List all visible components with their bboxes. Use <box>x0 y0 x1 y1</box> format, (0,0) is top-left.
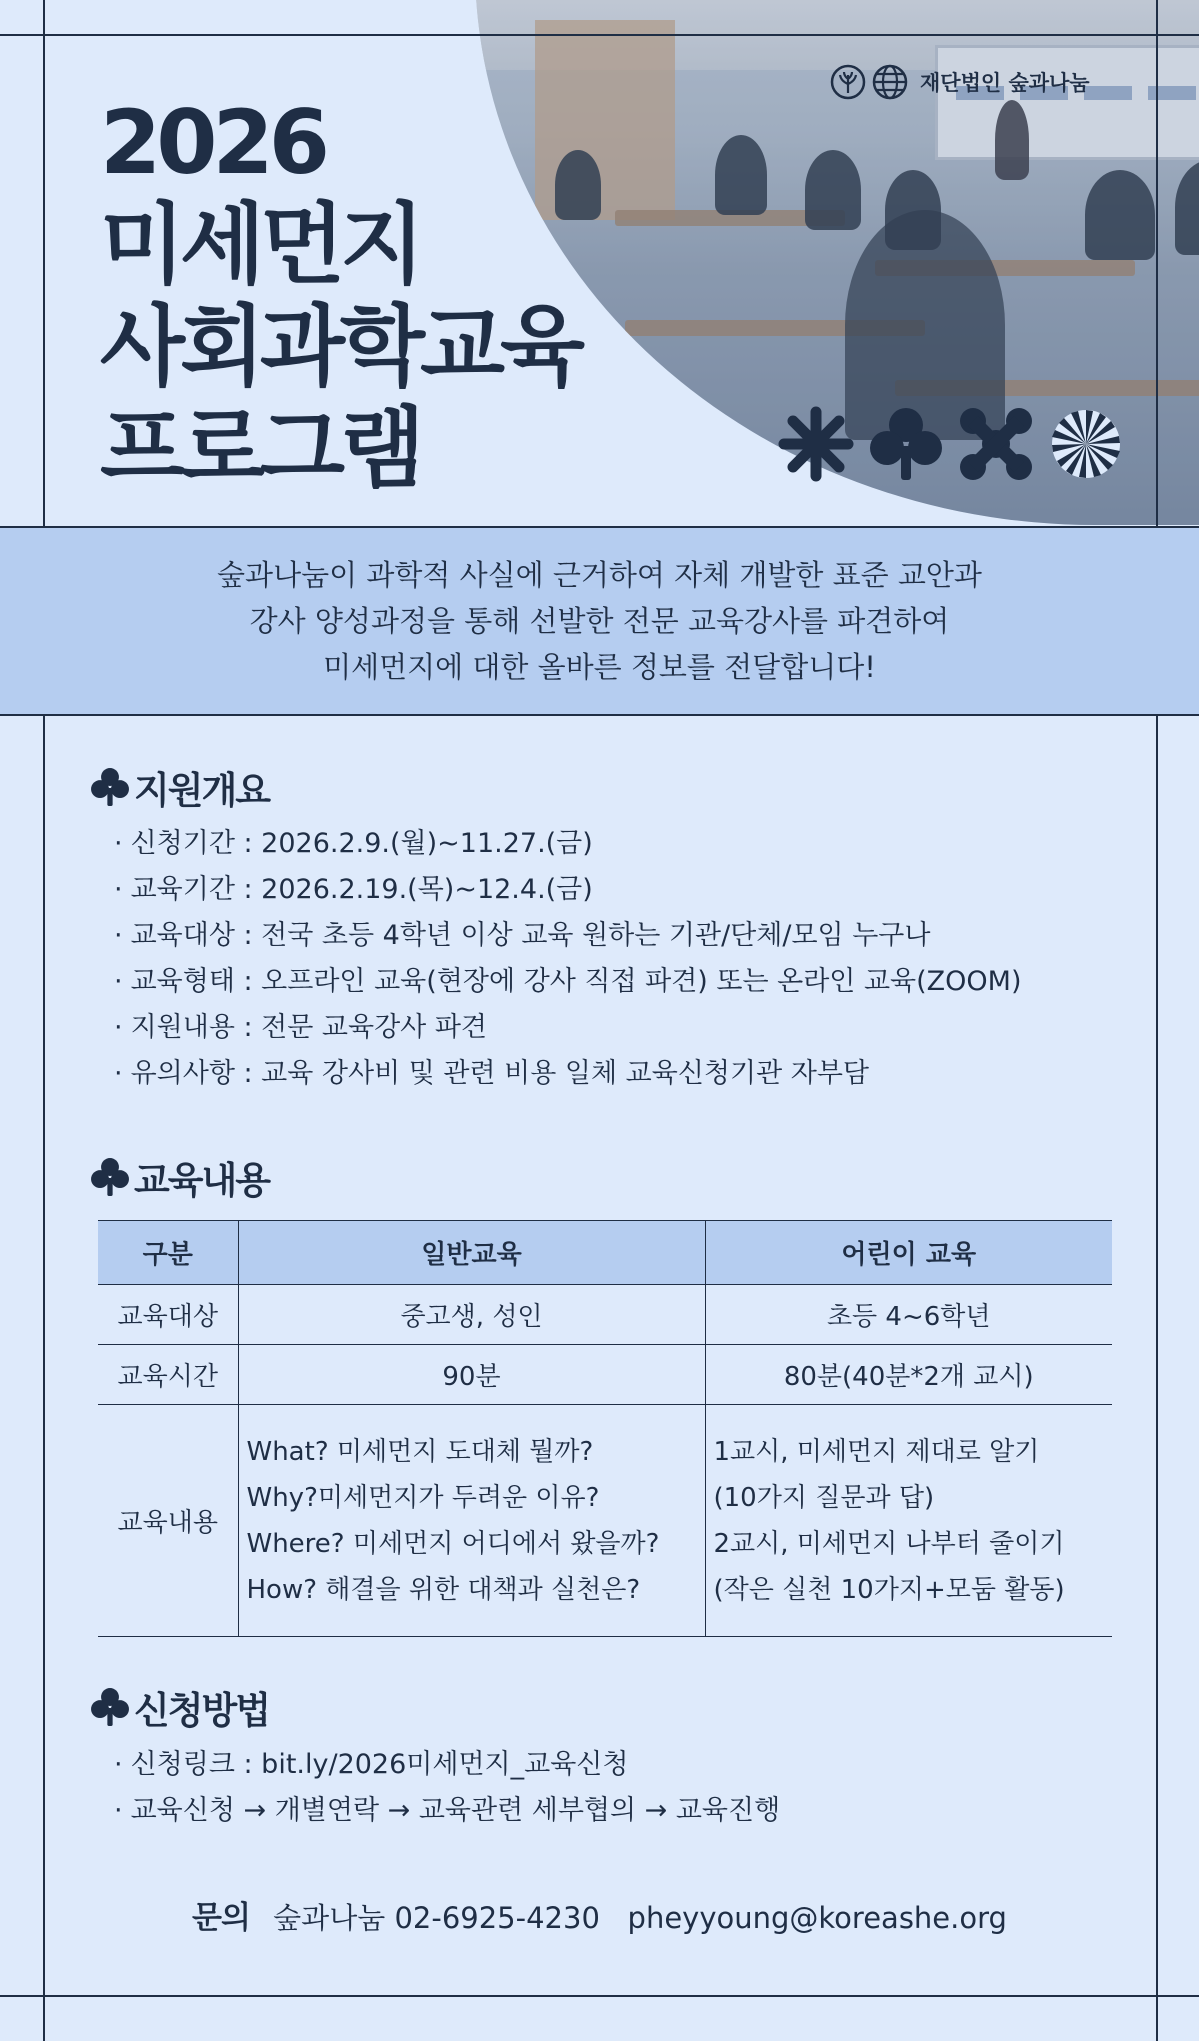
contact-org: 숲과나눔 <box>273 1901 386 1935</box>
table-cell: 교육시간 <box>98 1345 238 1405</box>
table-cell-kids-content <box>705 1405 1112 1637</box>
apply-list <box>114 1742 780 1834</box>
list-item: · 교육형태 : 오프라인 교육(현장에 강사 직접 파견) 또는 온라인 교육(ZOOM) <box>114 959 1022 1005</box>
content-line: 1교시, 미세먼지 제대로 알기 <box>713 1436 1040 1467</box>
overview-list <box>114 821 1022 1097</box>
section-heading-text: 지원개요 <box>134 769 269 812</box>
content-line: (작은 실천 10가지+모둠 활동) <box>713 1574 1065 1605</box>
table-row <box>98 1285 1112 1345</box>
table-cell: 90분 <box>238 1345 705 1405</box>
contact-phone[interactable]: 02-6925-4230 <box>394 1901 600 1935</box>
content-line: Why?미세먼지가 두려운 이유? <box>246 1482 600 1513</box>
section-heading-overview <box>90 760 269 814</box>
intro-band <box>0 526 1199 716</box>
intro-line: 강사 양성과정을 통해 선발한 전문 교육강사를 파견하여 <box>249 604 950 638</box>
clover-icon <box>90 1157 130 1197</box>
table-cell: 중고생, 성인 <box>238 1285 705 1345</box>
content-line: How? 해결을 위한 대책과 실천은? <box>246 1574 641 1605</box>
table-header-row <box>98 1221 1112 1285</box>
intro-line: 미세먼지에 대한 올바른 정보를 전달합니다! <box>323 650 876 684</box>
frame-bottom-line <box>0 1995 1199 1997</box>
logo-text: 재단법인 숲과나눔 <box>920 71 1090 95</box>
content-line: What? 미세먼지 도대체 뭘까? <box>246 1436 594 1467</box>
x-blob-icon <box>958 406 1034 482</box>
frame-top-line <box>0 34 1199 36</box>
page-title <box>100 92 580 500</box>
section-heading-text: 신청방법 <box>134 1689 269 1732</box>
clover-icon <box>90 1687 130 1727</box>
education-table <box>98 1220 1112 1637</box>
content-line: (10가지 질문과 답) <box>713 1482 935 1513</box>
table-header: 일반교육 <box>238 1221 705 1285</box>
content-line: Where? 미세먼지 어디에서 왔을까? <box>246 1528 660 1559</box>
list-item: · 교육대상 : 전국 초등 4학년 이상 교육 원하는 기관/단체/모임 누구나 <box>114 913 1022 959</box>
clover-icon <box>868 406 944 482</box>
title-line-topic: 미세먼지 <box>100 193 421 296</box>
list-item: · 교육신청 → 개별연락 → 교육관련 세부협의 → 교육진행 <box>114 1788 780 1834</box>
clover-icon <box>90 767 130 807</box>
contact-line <box>0 1892 1199 1937</box>
org-logo <box>830 64 1090 100</box>
section-heading-apply <box>90 1680 269 1734</box>
list-item: · 교육기간 : 2026.2.19.(목)~12.4.(금) <box>114 867 1022 913</box>
table-header: 구분 <box>98 1221 238 1285</box>
table-cell-general-content <box>238 1405 705 1637</box>
table-cell: 교육대상 <box>98 1285 238 1345</box>
table-row <box>98 1345 1112 1405</box>
leaf-logo-icon <box>830 64 866 100</box>
intro-line: 숲과나눔이 과학적 사실에 근거하여 자체 개발한 표준 교안과 <box>217 558 982 592</box>
table-cell: 초등 4~6학년 <box>705 1285 1112 1345</box>
section-heading-text: 교육내용 <box>134 1159 269 1202</box>
globe-logo-icon <box>872 64 908 100</box>
title-line-program: 사회과학교육 <box>100 295 581 398</box>
decorative-shapes <box>778 406 1124 482</box>
content-line: 2교시, 미세먼지 나부터 줄이기 <box>713 1528 1065 1559</box>
section-heading-content <box>90 1150 269 1204</box>
frame-right-line <box>1156 0 1158 2041</box>
list-item: · 지원내용 : 전문 교육강사 파견 <box>114 1005 1022 1051</box>
table-header: 어린이 교육 <box>705 1221 1112 1285</box>
list-item: · 유의사항 : 교육 강사비 및 관련 비용 일체 교육신청기관 자부담 <box>114 1051 1022 1097</box>
contact-email[interactable]: pheyyoung@koreashe.org <box>627 1901 1007 1935</box>
list-item: · 신청기간 : 2026.2.9.(월)~11.27.(금) <box>114 821 1022 867</box>
contact-label: 문의 <box>192 1900 250 1936</box>
table-cell: 80분(40분*2개 교시) <box>705 1345 1112 1405</box>
title-line-suffix: 프로그램 <box>100 397 421 500</box>
asterisk-icon <box>778 406 854 482</box>
table-row <box>98 1405 1112 1637</box>
title-line-year: 2026 <box>100 91 325 194</box>
apply-link[interactable]: · 신청링크 : bit.ly/2026미세먼지_교육신청 <box>114 1742 780 1788</box>
frame-left-line <box>43 0 45 2041</box>
table-cell: 교육내용 <box>98 1405 238 1637</box>
sunburst-icon <box>1048 406 1124 482</box>
